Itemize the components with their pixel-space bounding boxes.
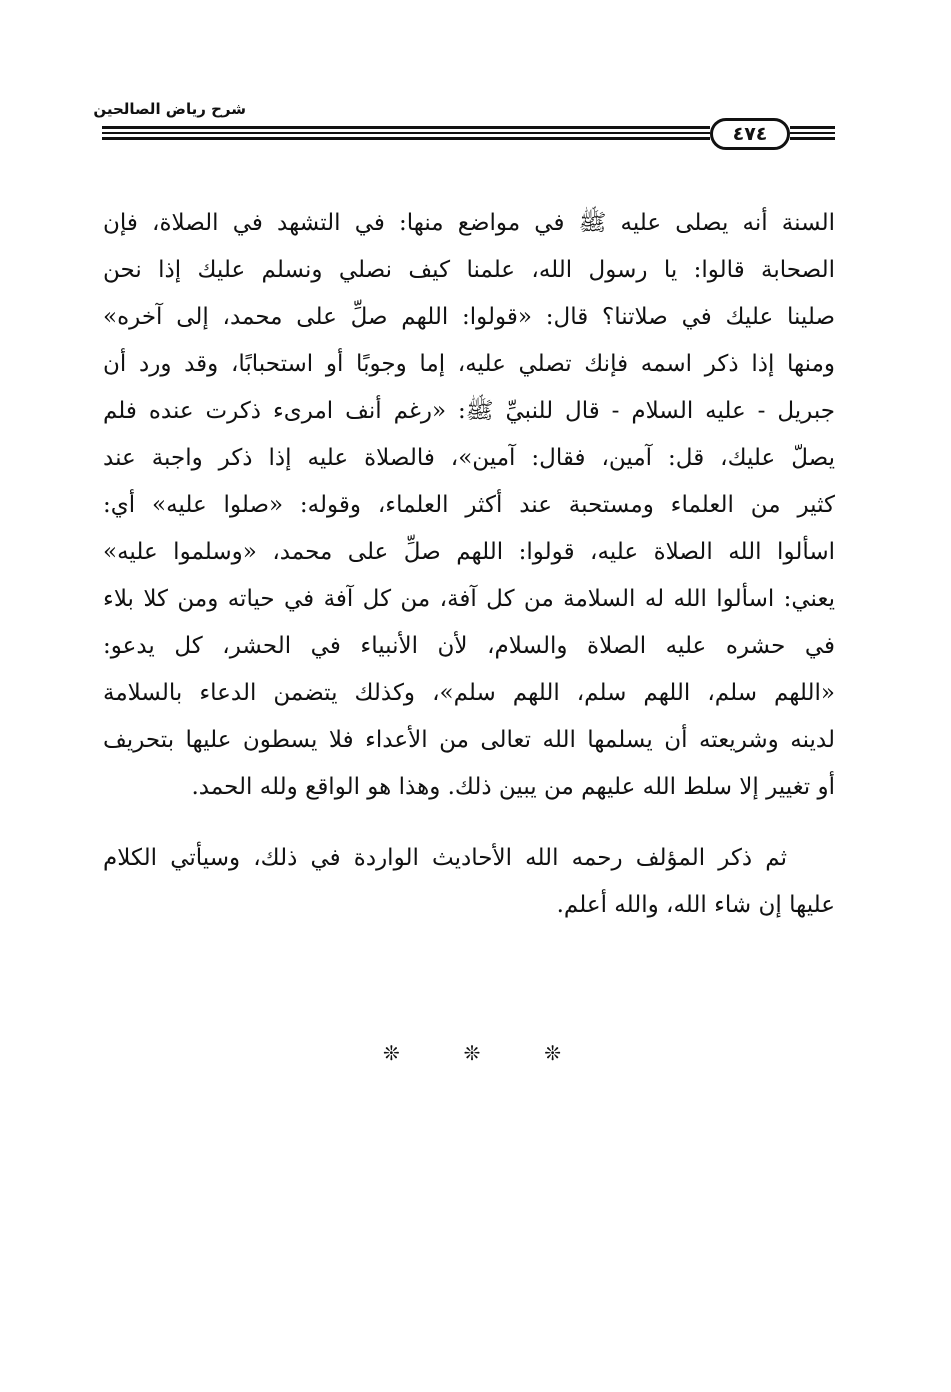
paragraph-2 [103, 835, 835, 929]
text-line: السنة أنه يصلى عليه ﷺ في مواضع منها: في التشهد في الصلاة، فإن [103, 210, 835, 236]
text-line: الصحابة قالوا: يا رسول الله، علمنا كيف نصلي ونسلم عليك إذا نحن [103, 257, 835, 283]
body-text [103, 200, 835, 929]
text-line: أو تغيير إلا سلط الله عليهم من يبين ذلك. وهذا هو الواقع ولله الحمد. [191, 774, 835, 800]
paragraph-1 [103, 200, 835, 811]
text-line: ثم ذكر المؤلف رحمه الله الأحاديث الواردة في ذلك، وسيأتي الكلام [103, 845, 787, 871]
header-rule-left [102, 126, 710, 140]
page-number-badge: ٤٧٤ [710, 118, 790, 150]
asterism-icon: ❊ [383, 1041, 400, 1065]
asterism-icon: ❊ [463, 1041, 481, 1065]
text-line: يعني: اسألوا الله له السلامة من كل آفة، من كل آفة في حياته ومن كلا بلاء [103, 586, 835, 612]
section-end-ornament [383, 1038, 561, 1068]
asterism-icon: ❊ [544, 1041, 561, 1065]
running-title: شرح رياض الصالحين [93, 100, 246, 118]
text-line: ومنها إذا ذكر اسمه فإنك تصلي عليه، إما وجوبًا أو استحبابًا، وقد ورد أن [103, 351, 835, 377]
text-line: اسألوا الله الصلاة عليه، قولوا: اللهم صلِّ على محمد، «وسلموا عليه» [103, 539, 835, 565]
text-line: «اللهم سلم، اللهم سلم، اللهم سلم»، وكذلك يتضمن الدعاء بالسلامة [103, 680, 835, 706]
header-rule-right [790, 126, 835, 140]
text-line: كثير من العلماء ومستحبة عند أكثر العلماء، وقوله: «صلوا عليه» أي: [103, 492, 835, 518]
text-line: لدينه وشريعته أن يسلمها الله تعالى من الأعداء فلا يسطون عليها بتحريف [103, 727, 835, 753]
text-line: يصلّ عليك، قل: آمين، فقال: آمين»، فالصلاة عليه إذا ذكر واجبة عند [103, 445, 835, 471]
text-line: جبريل - عليه السلام - قال للنبيِّ ﷺ: «رغم أنف امرىء ذكرت عنده فلم [103, 398, 835, 424]
text-line: صلينا عليك في صلاتنا؟ قال: «قولوا: اللهم صلِّ على محمد، إلى آخره» [103, 304, 835, 330]
text-line: عليها إن شاء الله، والله أعلم. [556, 892, 835, 918]
text-line: في حشره عليه الصلاة والسلام، لأن الأنبياء في الحشر، كل يدعو: [103, 633, 835, 659]
